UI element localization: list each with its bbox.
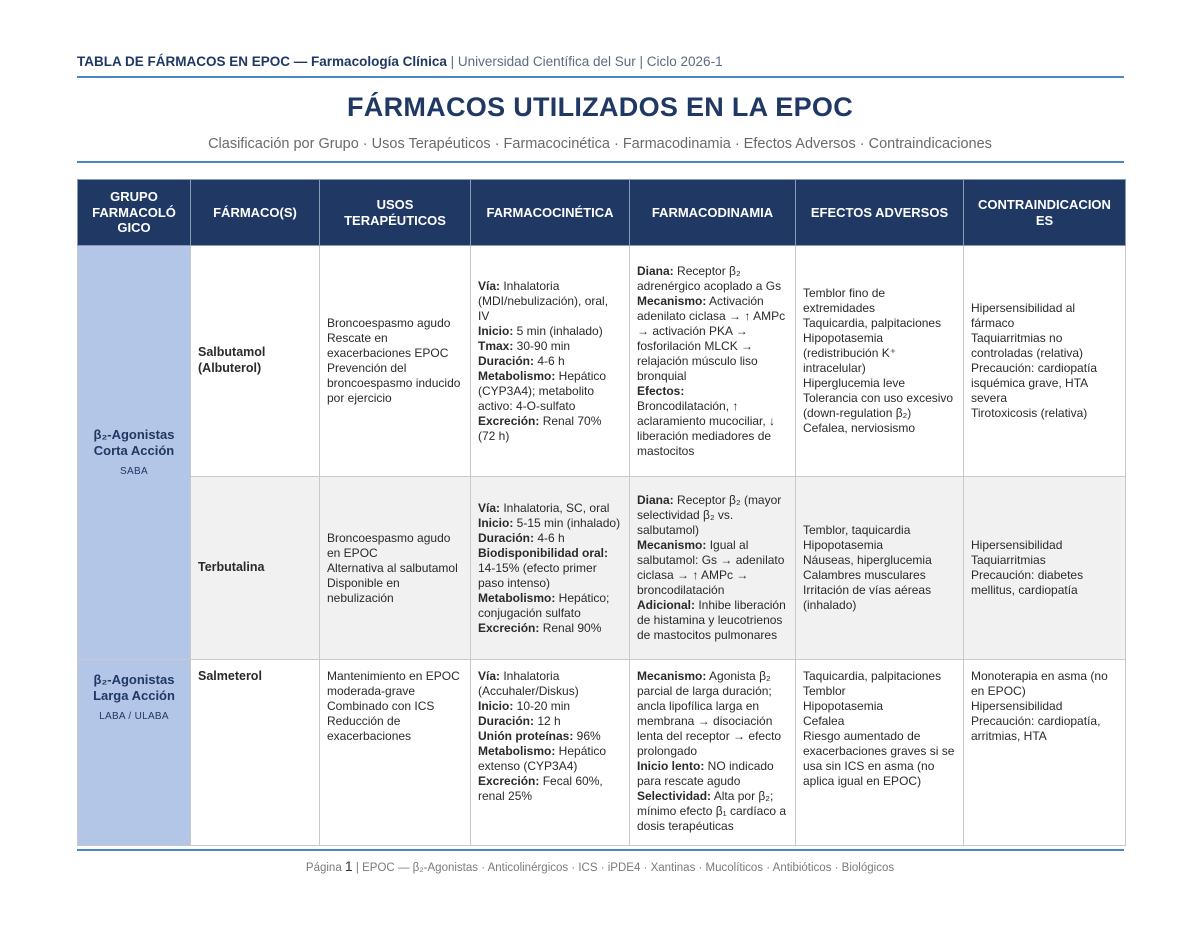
contra-cell bbox=[964, 477, 1126, 660]
cell-line: Hipersensibilidad bbox=[971, 699, 1063, 713]
cell-line: Tolerancia con uso excesivo (down-regulation β₂) bbox=[803, 391, 954, 420]
cell-line: Metabolismo: Hepático (CYP3A4); metabolito activo: 4-O-sulfato bbox=[478, 368, 607, 413]
cell-key: Metabolismo: bbox=[478, 590, 556, 605]
cell-key: Diana: bbox=[637, 263, 674, 278]
col-header-contra: CONTRAINDICACION ES bbox=[964, 180, 1126, 246]
cell-key: Inicio: bbox=[478, 515, 514, 530]
university-name: Universidad Científica del Sur bbox=[457, 54, 636, 69]
cell-key: Mecanismo: bbox=[637, 293, 707, 308]
cell-line: Diana: Receptor β₂ adrenérgico acoplado a Gs bbox=[637, 263, 782, 293]
cell-line: Reducción de exacerbaciones bbox=[327, 714, 412, 743]
cell-key: Vía: bbox=[478, 669, 501, 683]
cell-line: Taquicardia, palpitaciones bbox=[803, 669, 942, 683]
page-number: 1 bbox=[344, 858, 353, 874]
cell-line: Temblor bbox=[803, 684, 846, 698]
cell-key: Unión proteínas: bbox=[478, 729, 574, 743]
cell-line: Hipopotasemia (redistribución K⁺ intracelular) bbox=[803, 331, 897, 375]
cell-line: Precaución: cardiopatía isquémica grave, HTA severa bbox=[971, 361, 1098, 405]
cell-line: Mantenimiento en EPOC moderada-grave bbox=[327, 669, 460, 698]
header-separator: | bbox=[639, 54, 644, 69]
cell-key: Inicio: bbox=[478, 699, 514, 713]
header-dash: — bbox=[293, 54, 308, 69]
cell-line: Excreción: Renal 70% (72 h) bbox=[478, 413, 602, 443]
cell-line: Hiperglucemia leve bbox=[803, 376, 906, 390]
cell-line: Taquicardia, palpitaciones bbox=[803, 316, 942, 330]
cell-key: Duración: bbox=[478, 714, 535, 728]
cell-key: Duración: bbox=[478, 353, 535, 368]
cell-key: Efectos: bbox=[637, 383, 685, 398]
cell-line: Monoterapia en asma (no en EPOC) bbox=[971, 669, 1108, 698]
cell-key: Adicional: bbox=[637, 598, 696, 612]
cell-line: Hipopotasemia bbox=[803, 699, 884, 713]
cell-line: Cefalea, nerviosismo bbox=[803, 421, 916, 435]
cell-line: Hipersensibilidad al fármaco bbox=[971, 301, 1076, 330]
drug-name: Terbutalina bbox=[191, 477, 320, 660]
group-abbr: LABA / ULABA bbox=[99, 710, 169, 722]
cell-line: Metabolismo: Hepático extenso (CYP3A4) bbox=[478, 744, 607, 773]
cell-key: Diana: bbox=[637, 493, 674, 507]
header-separator: | bbox=[450, 54, 455, 69]
cell-line: Duración: 12 h bbox=[478, 714, 561, 728]
cell-line: Selectividad: Alta por β₂; mínimo efecto β₁ cardíaco a dosis terapéuticas bbox=[637, 789, 787, 833]
cell-line: Alternativa al salbutamol bbox=[327, 560, 458, 575]
contra-cell bbox=[964, 660, 1126, 846]
cell-key: Tmax: bbox=[478, 338, 514, 353]
cell-key: Excreción: bbox=[478, 774, 540, 788]
header-divider bbox=[77, 76, 1124, 78]
cell-line: Combinado con ICS bbox=[327, 699, 435, 713]
pd-cell bbox=[630, 246, 796, 477]
cell-line: Excreción: Fecal 60%, renal 25% bbox=[478, 774, 603, 803]
col-header-pd: FARMACODINAMIA bbox=[630, 180, 796, 246]
cycle-label: Ciclo 2026-1 bbox=[646, 54, 723, 69]
cell-line: Inicio: 5 min (inhalado) bbox=[478, 323, 603, 338]
cell-line: Vía: Inhalatoria (MDI/nebulización), oral, IV bbox=[478, 278, 609, 323]
cell-line bbox=[637, 384, 788, 399]
cell-line: Hipopotasemia bbox=[803, 538, 884, 552]
cell-line: Mecanismo: Activación adenilato ciclasa → ↑ AMPc → activación PKA → fosforilación MLCK → relajación músculo liso bronquial bbox=[637, 293, 786, 383]
cell-key: Inicio: bbox=[478, 323, 514, 338]
cell-line: Mecanismo: Agonista β₂ parcial de larga duración; ancla lipofílica larga en membrana → disociación lenta del receptor → efecto prolongado bbox=[637, 669, 782, 758]
cell-line: Taquiarritmias bbox=[971, 553, 1046, 567]
cell-line: Broncoespasmo agudo en EPOC bbox=[327, 530, 451, 560]
cell-line: Hipersensibilidad bbox=[971, 538, 1063, 552]
cell-line: Prevención del broncoespasmo inducido por ejercicio bbox=[327, 361, 461, 405]
cell-line: Adicional: Inhibe liberación de histamina y leucotrienos de mastocitos pulmonares bbox=[637, 598, 786, 642]
cell-line: Metabolismo: Hepático; conjugación sulfato bbox=[478, 590, 610, 620]
cell-key: Selectividad: bbox=[637, 789, 712, 803]
adverse-cell bbox=[796, 477, 964, 660]
cell-key: Metabolismo: bbox=[478, 368, 556, 383]
table-row bbox=[78, 477, 1126, 660]
uses-cell bbox=[320, 660, 471, 846]
cell-line: Inicio: 10-20 min bbox=[478, 699, 571, 713]
cell-key: Excreción: bbox=[478, 413, 540, 428]
table-header-row bbox=[78, 180, 1126, 246]
pd-cell bbox=[630, 477, 796, 660]
cell-key: Biodisponibilidad oral: bbox=[478, 545, 608, 560]
cell-line: Calambres musculares bbox=[803, 568, 926, 582]
cell-line: Náuseas, hiperglucemia bbox=[803, 553, 932, 567]
page-title: FÁRMACOS UTILIZADOS EN LA EPOC bbox=[347, 92, 853, 122]
group-abbr: SABA bbox=[120, 465, 148, 477]
group-cell-laba bbox=[78, 660, 191, 846]
cell-key: Duración: bbox=[478, 530, 535, 545]
col-header-pk: FARMACOCINÉTICA bbox=[471, 180, 630, 246]
cell-key: Mecanismo: bbox=[637, 669, 707, 683]
running-header bbox=[77, 54, 1125, 69]
cell-line: Taquiarritmias no controladas (relativa) bbox=[971, 331, 1084, 360]
drug-name: Salmeterol bbox=[191, 660, 320, 846]
uses-cell bbox=[320, 477, 471, 660]
cell-line: Precaución: diabetes mellitus, cardiopatía bbox=[971, 568, 1084, 597]
cell-line: Inicio lento: NO indicado para rescate agudo bbox=[637, 759, 774, 788]
cell-key: Vía: bbox=[478, 500, 501, 515]
page-label: Página bbox=[305, 862, 342, 874]
drug-name: Salbutamol (Albuterol) bbox=[191, 246, 320, 477]
cell-line: Duración: 4-6 h bbox=[478, 530, 565, 545]
cell-key: Vía: bbox=[478, 278, 501, 293]
cell-line: Mecanismo: Igual al salbutamol: Gs → adenilato ciclasa → ↑ AMPc → broncodilatación bbox=[637, 538, 785, 597]
col-header-drug: FÁRMACO(S) bbox=[191, 180, 320, 246]
footer-separator: | bbox=[355, 862, 359, 874]
cell-line: Inicio: 5-15 min (inhalado) bbox=[478, 515, 621, 530]
group-name: β₂-Agonistas Corta Acción bbox=[93, 427, 175, 459]
cell-line: Vía: Inhalatoria (Accuhaler/Diskus) bbox=[478, 669, 579, 698]
cell-key: Metabolismo: bbox=[478, 744, 556, 758]
pd-cell bbox=[630, 660, 796, 846]
cell-line: Broncoespasmo agudo bbox=[327, 316, 451, 330]
cell-line: Tmax: 30-90 min bbox=[478, 338, 571, 353]
cell-line: Rescate en exacerbaciones EPOC bbox=[327, 331, 449, 360]
pk-cell bbox=[471, 660, 630, 846]
cell-line: Vía: Inhalatoria, SC, oral bbox=[478, 500, 610, 515]
col-header-adverse: EFECTOS ADVERSOS bbox=[796, 180, 964, 246]
adverse-cell bbox=[796, 246, 964, 477]
cell-line: Broncodilatación, ↑ aclaramiento mucociliar, ↓ liberación mediadores de mastocitos bbox=[637, 398, 776, 458]
cell-line: Riesgo aumentado de exacerbaciones graves si se usa sin ICS en asma (no aplica igual en EPOC) bbox=[803, 729, 955, 788]
page-subtitle: Clasificación por Grupo · Usos Terapéuticos · Farmacocinética · Farmacodinamia · Efectos Adversos · Contraindicaciones bbox=[208, 136, 992, 152]
group-name: β₂-Agonistas Larga Acción bbox=[93, 672, 175, 704]
cell-line: Tirotoxicosis (relativa) bbox=[971, 406, 1088, 420]
adverse-cell bbox=[796, 660, 964, 846]
cell-key: Mecanismo: bbox=[637, 538, 707, 552]
table-row bbox=[78, 246, 1126, 477]
table-row bbox=[78, 660, 1126, 846]
col-header-uses: USOS TERAPÉUTICOS bbox=[320, 180, 471, 246]
cell-line: Disponible en nebulización bbox=[327, 575, 400, 605]
cell-line: Cefalea bbox=[803, 714, 845, 728]
col-header-group: GRUPO FARMACOLÓ GICO bbox=[78, 180, 191, 246]
cell-line: Temblor, taquicardia bbox=[803, 523, 911, 537]
title-divider bbox=[77, 161, 1124, 163]
course-name: Farmacología Clínica bbox=[311, 54, 447, 69]
cell-line: Duración: 4-6 h bbox=[478, 353, 565, 368]
cell-line: Precaución: cardiopatía, arritmias, HTA bbox=[971, 714, 1101, 743]
cell-line: Excreción: Renal 90% bbox=[478, 620, 602, 635]
footer-text: EPOC — β₂-Agonistas · Anticolinérgicos · ICS · iPDE4 · Xantinas · Mucolíticos · Antibióticos · Biológicos bbox=[362, 862, 895, 874]
cell-line: Unión proteínas: 96% bbox=[478, 729, 601, 743]
cell-line: Temblor fino de extremidades bbox=[803, 286, 886, 315]
cell-key: Excreción: bbox=[478, 620, 540, 635]
footer-divider bbox=[77, 849, 1124, 851]
cell-line: Irritación de vías aéreas (inhalado) bbox=[803, 583, 932, 612]
drug-table bbox=[77, 179, 1126, 846]
doc-label: TABLA DE FÁRMACOS EN EPOC bbox=[77, 54, 291, 69]
pk-cell bbox=[471, 246, 630, 477]
cell-key: Inicio lento: bbox=[637, 759, 705, 773]
cell-line: Biodisponibilidad oral: 14-15% (efecto primer paso intenso) bbox=[478, 545, 608, 590]
pk-cell bbox=[471, 477, 630, 660]
cell-line: Diana: Receptor β₂ (mayor selectividad β₂ vs. salbutamol) bbox=[637, 493, 782, 537]
uses-cell bbox=[320, 246, 471, 477]
contra-cell bbox=[964, 246, 1126, 477]
group-cell-saba bbox=[78, 246, 191, 660]
page-footer bbox=[0, 858, 1200, 874]
